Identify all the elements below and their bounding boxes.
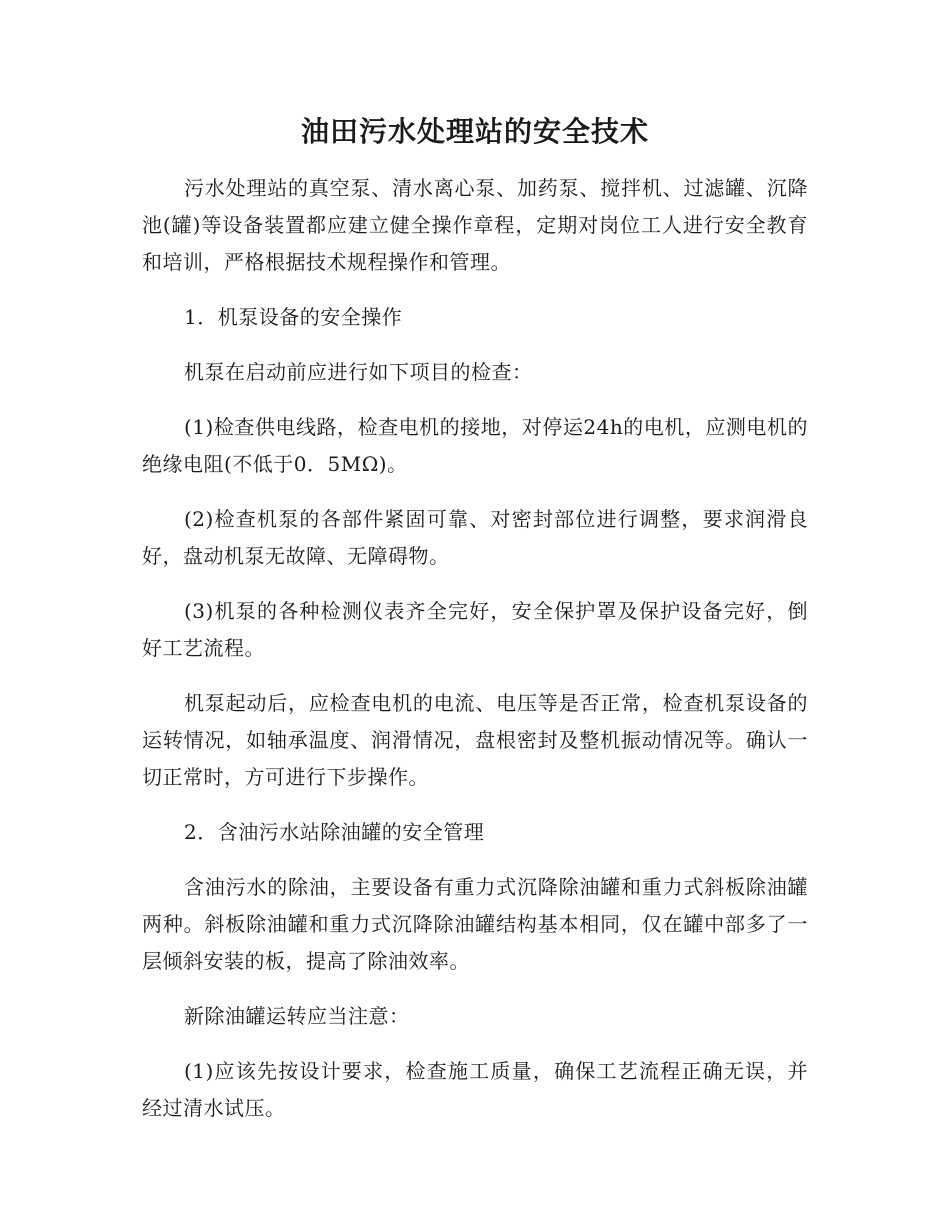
paragraph-after-start: 机泵起动后，应检查电机的电流、电压等是否正常，检查机泵设备的运转情况，如轴承温度、润滑情况，盘根密封及整机振动情况等。确认一切正常时，方可进行下步操作。 <box>142 691 808 789</box>
paragraph-check-item-2: (2)检查机泵的各部件紧固可靠、对密封部位进行调整，要求润滑良好，盘动机泵无故障、无障碍物。 <box>142 507 808 568</box>
paragraph-check-item-3: (3)机泵的各种检测仪表齐全完好，安全保护罩及保护设备完好，倒好工艺流程。 <box>142 599 808 660</box>
section-heading-1: 1．机泵设备的安全操作 <box>184 305 403 329</box>
paragraph-new-tank-notes: 新除油罐运转应当注意： <box>184 1004 410 1028</box>
paragraph-intro: 污水处理站的真空泵、清水离心泵、加药泵、搅拌机、过滤罐、沉降池(罐)等设备装置都应建立健全操作章程，定期对岗位工人进行安全教育和培训，严格根据技术规程操作和管理。 <box>142 176 808 274</box>
section-heading-2: 2．含油污水站除油罐的安全管理 <box>184 820 485 844</box>
paragraph-pre-start-check: 机泵在启动前应进行如下项目的检查： <box>184 360 533 384</box>
document-page <box>142 112 808 1145</box>
paragraph-check-item-1: (1)检查供电线路，检查电机的接地，对停运24h的电机，应测电机的绝缘电阻(不低于0．5MΩ)。 <box>142 415 808 476</box>
paragraph-oil-removal: 含油污水的除油，主要设备有重力式沉降除油罐和重力式斜板除油罐两种。斜板除油罐和重力式沉降除油罐结构基本相同，仅在罐中部多了一层倾斜安装的板，提高了除油效率。 <box>142 875 808 973</box>
document-title: 油田污水处理站的安全技术 <box>300 115 649 148</box>
paragraph-note-item-1: (1)应该先按设计要求，检查施工质量，确保工艺流程正确无误，并经过清水试压。 <box>142 1059 808 1120</box>
